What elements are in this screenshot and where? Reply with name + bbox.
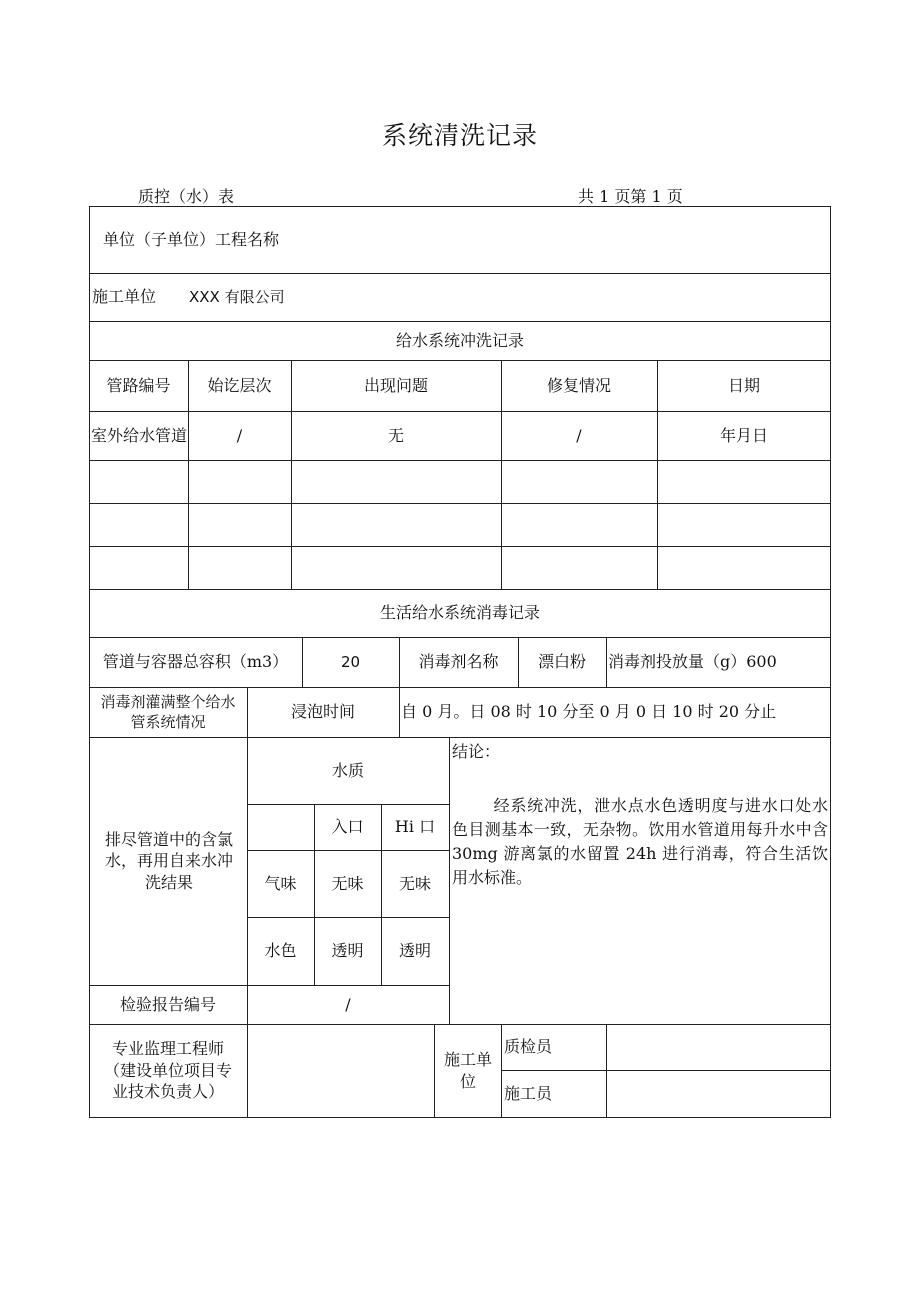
drain-rinse-label: 排尽管道中的含氯水，再用自来水冲洗结果 xyxy=(104,829,233,892)
conclusion-text: 经系统冲洗，泄水点水色透明度与进水口处水色目测基本一致，无杂物。饮用水管道用每升水中含 30mg 游离氯的水留置 24h 进行消毒，符合生活饮用水标准。 xyxy=(452,796,828,887)
contractor-sign-label: 施工单位 xyxy=(443,1049,492,1091)
table-cell: 无 xyxy=(387,425,404,445)
color-inlet-value: 透明 xyxy=(331,941,364,961)
fill-label: 消毒剂灌满整个给水管系统情况 xyxy=(100,692,236,731)
table-cell: 室外给水管道 xyxy=(91,425,188,445)
record-table xyxy=(89,206,831,1118)
dose-label: 消毒剂投放量（g）600 xyxy=(608,652,777,672)
soak-label: 浸泡时间 xyxy=(290,702,355,722)
flush-header-floors: 始讫层次 xyxy=(207,375,272,395)
flush-header-date: 日期 xyxy=(727,375,760,395)
supervisor-label: 专业监理工程师（建设单位项目专业技术负责人） xyxy=(103,1039,232,1102)
worker-label: 施工员 xyxy=(504,1083,553,1103)
flush-heading: 给水系统冲洗记录 xyxy=(395,330,524,350)
water-quality-label: 水质 xyxy=(331,760,364,780)
report-no-value: / xyxy=(345,994,351,1014)
contractor-label: 施工单位 xyxy=(92,287,157,307)
project-name-label: 单位（子单位）工程名称 xyxy=(103,229,280,249)
volume-label: 管道与容器总容积（m3） xyxy=(102,652,289,672)
form-code: 质控（水）表 xyxy=(138,187,235,206)
project-name-value xyxy=(329,206,809,273)
agent-label: 消毒剂名称 xyxy=(418,652,499,672)
flush-header-problem: 出现问题 xyxy=(363,375,428,395)
inlet-label: 入口 xyxy=(331,817,364,837)
page-title: 系统清洗记录 xyxy=(381,121,538,150)
color-label: 水色 xyxy=(264,941,297,961)
inspector-label: 质检员 xyxy=(504,1037,553,1057)
conclusion-label: 结论： xyxy=(452,742,501,761)
agent-value: 漂白粉 xyxy=(537,652,586,672)
table-cell: 年月日 xyxy=(719,425,768,445)
flush-header-pipe-no: 管路编号 xyxy=(106,375,171,395)
table-cell: / xyxy=(236,425,243,445)
odor-outlet-value: 无味 xyxy=(398,873,431,893)
report-no-label: 检验报告编号 xyxy=(119,994,216,1014)
odor-inlet-value: 无味 xyxy=(331,873,364,893)
flush-header-repair: 修复情况 xyxy=(546,375,611,395)
disinfection-heading: 生活给水系统消毒记录 xyxy=(379,603,540,623)
odor-label: 气味 xyxy=(264,873,297,893)
table-cell: / xyxy=(576,425,582,445)
contractor-value: XXX 有限公司 xyxy=(189,287,285,306)
volume-value: 20 xyxy=(340,652,361,671)
page-info: 共 1 页第 1 页 xyxy=(578,187,683,206)
soak-time-value: 自 0 月。日 08 时 10 分至 0 月 0 日 10 时 20 分止 xyxy=(401,702,777,722)
outlet-label: Hi 口 xyxy=(394,817,436,837)
color-outlet-value: 透明 xyxy=(398,941,431,961)
